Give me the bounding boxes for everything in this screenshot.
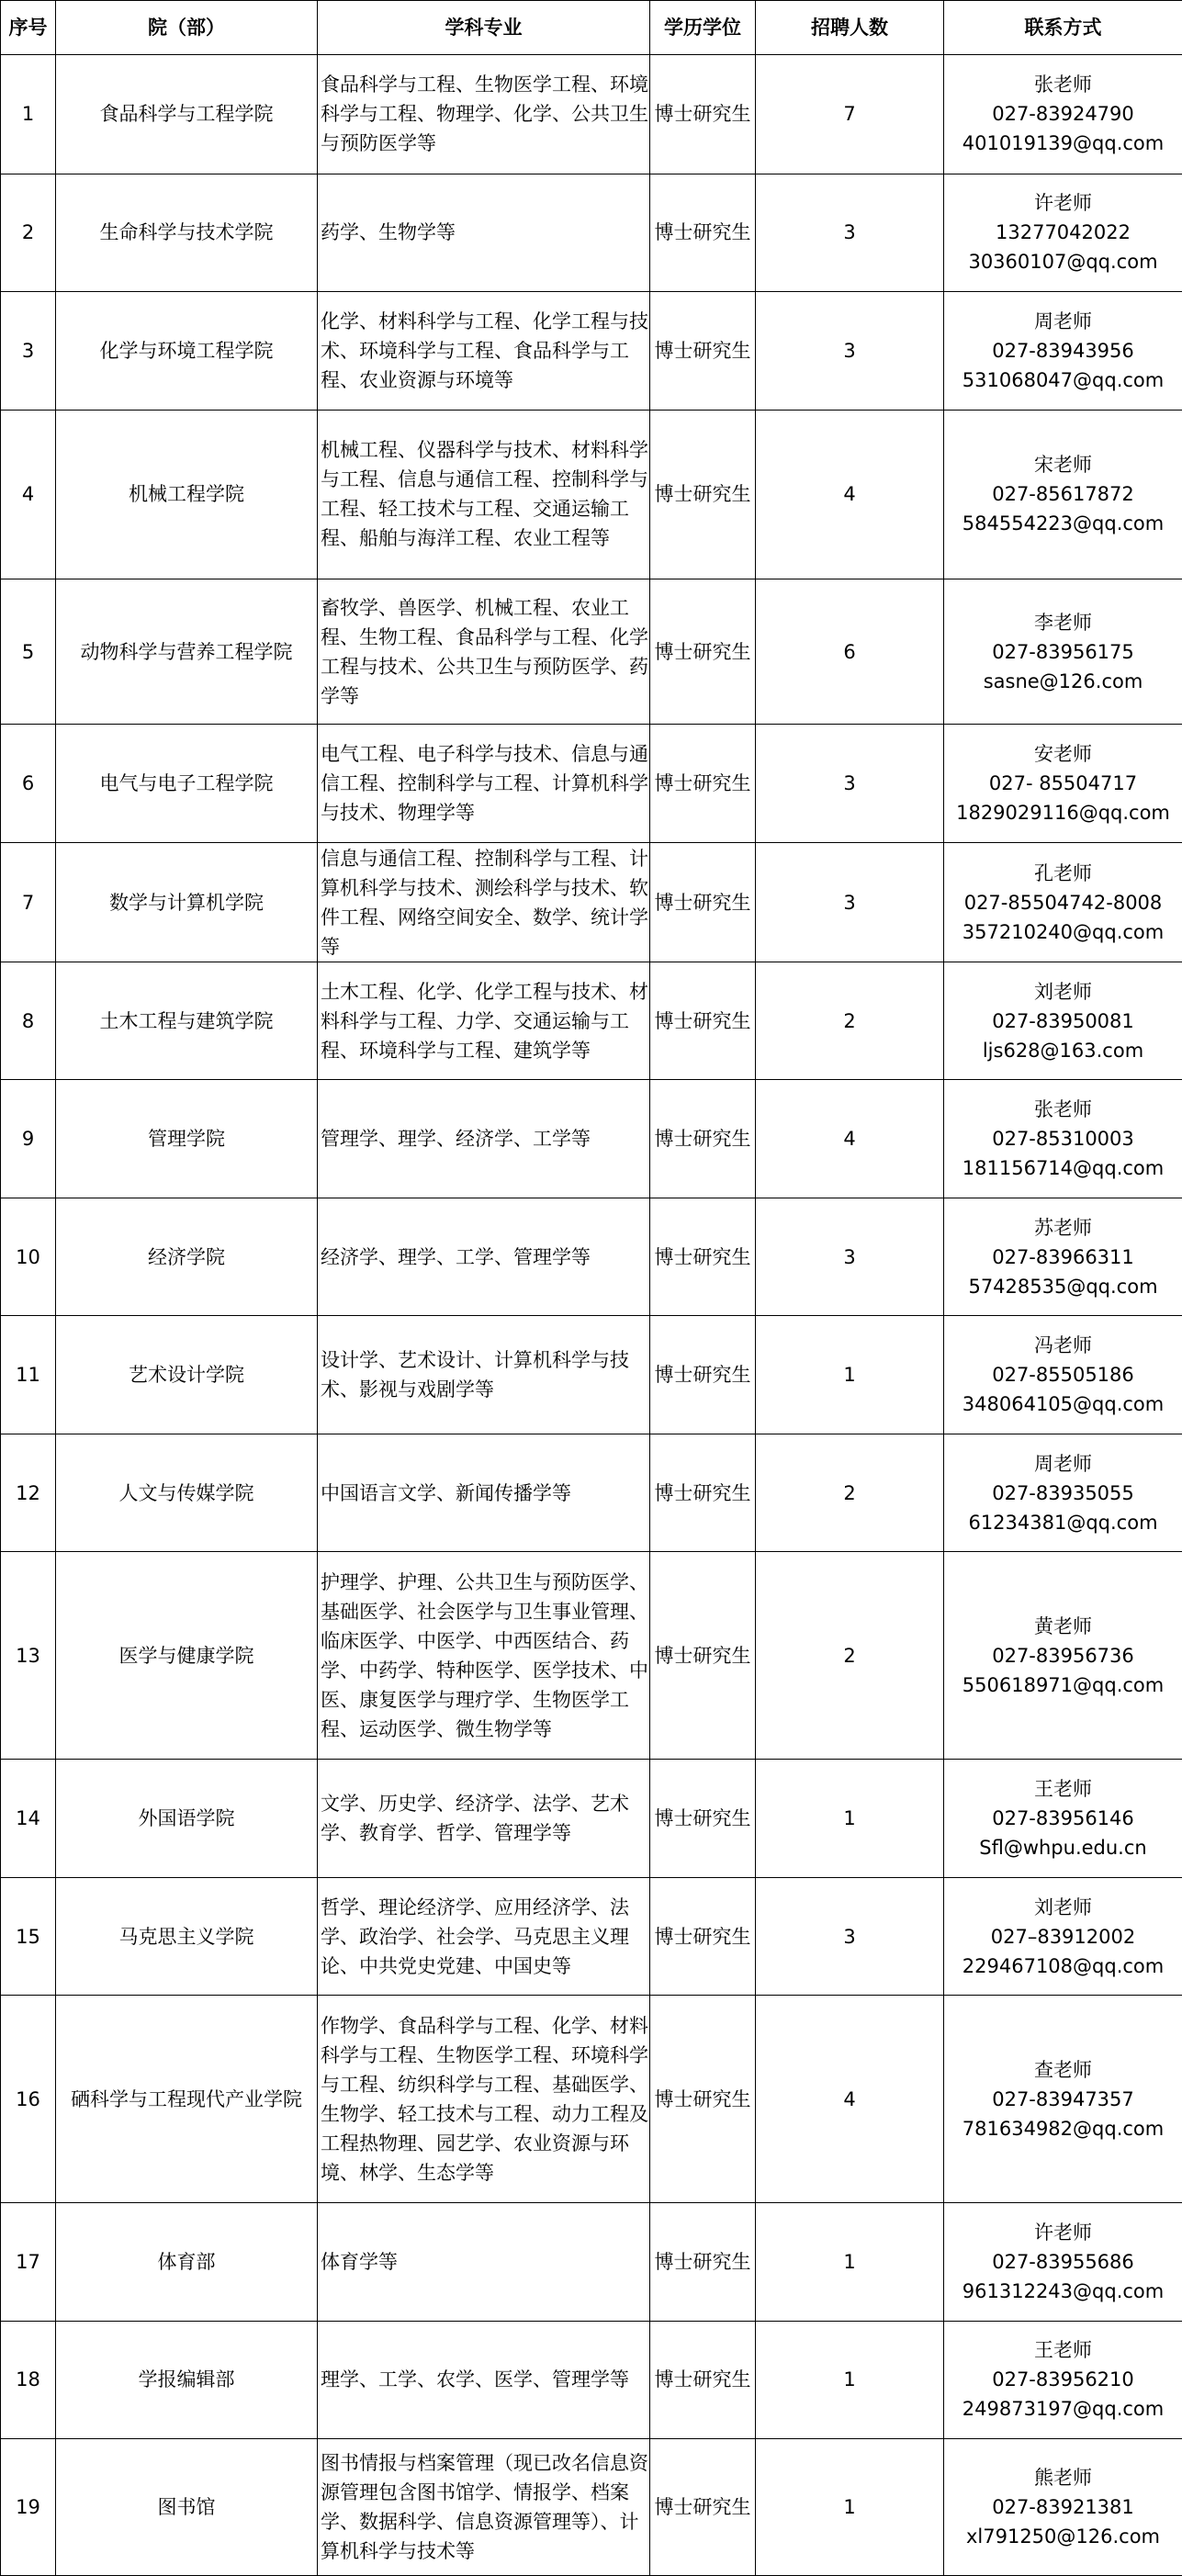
row-major: 哲学、理论经济学、应用经济学、法学、政治学、社会学、马克思主义理论、中共党史党建、中国史等: [318, 1877, 650, 1996]
contact-email: 229467108@qq.com: [962, 1954, 1165, 1977]
row-dept: 体育部: [56, 2203, 318, 2322]
table-row: [1, 1198, 1182, 1316]
row-degree: 博士研究生: [650, 1316, 756, 1434]
contact-phone: 027-83956146: [992, 1807, 1134, 1830]
table-row: [1, 2203, 1182, 2322]
row-count: 3: [756, 1877, 944, 1996]
row-dept: 电气与电子工程学院: [56, 724, 318, 843]
row-degree: 博士研究生: [650, 174, 756, 292]
row-dept: 马克思主义学院: [56, 1877, 318, 1996]
row-count: 2: [756, 1434, 944, 1552]
row-degree: 博士研究生: [650, 1198, 756, 1316]
contact-email: 1829029116@qq.com: [956, 802, 1170, 825]
row-count: 3: [756, 292, 944, 411]
row-major: 设计学、艺术设计、计算机科学与技术、影视与戏剧学等: [318, 1316, 650, 1434]
row-major: 管理学、理学、经济学、工学等: [318, 1080, 650, 1198]
contact-name: 王老师: [1034, 2339, 1092, 2362]
row-contact: [944, 410, 1182, 579]
row-dept: 经济学院: [56, 1198, 318, 1316]
row-index: 17: [1, 2203, 56, 2322]
table-row: [1, 1996, 1182, 2203]
row-contact: [944, 724, 1182, 843]
header-row: [1, 1, 1182, 55]
row-major: 作物学、食品科学与工程、化学、材料科学与工程、生物医学工程、环境科学与工程、纺织科学与工程、基础医学、生物学、轻工技术与工程、动力工程及工程热物理、园艺学、农业资源与环境、林学、生态学等: [318, 1996, 650, 2203]
contact-email: 348064105@qq.com: [962, 1393, 1165, 1416]
table-body: [1, 55, 1182, 2576]
table-row: [1, 2439, 1182, 2576]
row-index: 2: [1, 174, 56, 292]
contact-email: 401019139@qq.com: [962, 132, 1165, 155]
row-index: 12: [1, 1434, 56, 1552]
contact-phone: 027–83912002: [990, 1925, 1136, 1948]
row-index: 4: [1, 410, 56, 579]
row-index: 13: [1, 1552, 56, 1760]
row-degree: 博士研究生: [650, 55, 756, 174]
row-major: 药学、生物学等: [318, 174, 650, 292]
contact-email: ljs628@163.com: [982, 1039, 1144, 1062]
row-major: 文学、历史学、经济学、法学、艺术学、教育学、哲学、管理学等: [318, 1760, 650, 1878]
row-count: 1: [756, 1316, 944, 1434]
table-row: [1, 724, 1182, 843]
row-contact: [944, 1996, 1182, 2203]
row-degree: 博士研究生: [650, 2439, 756, 2576]
contact-phone: 027-85310003: [992, 1128, 1134, 1151]
row-count: 2: [756, 1552, 944, 1760]
row-major: 图书情报与档案管理（现已改名信息资源管理包含图书馆学、情报学、档案学、数据科学、信息资源管理等）、计算机科学与技术等: [318, 2439, 650, 2576]
row-index: 18: [1, 2321, 56, 2439]
contact-email: 531068047@qq.com: [962, 368, 1165, 391]
row-dept: 生命科学与技术学院: [56, 174, 318, 292]
contact-phone: 027-83935055: [992, 1481, 1134, 1504]
row-major: 体育学等: [318, 2203, 650, 2322]
table-row: [1, 1316, 1182, 1434]
header-index: 序号: [1, 1, 56, 55]
row-index: 15: [1, 1877, 56, 1996]
row-dept: 医学与健康学院: [56, 1552, 318, 1760]
row-count: 4: [756, 1996, 944, 2203]
header-major: 学科专业: [318, 1, 650, 55]
table-row: [1, 2321, 1182, 2439]
row-dept: 外国语学院: [56, 1760, 318, 1878]
row-count: 4: [756, 1080, 944, 1198]
row-degree: 博士研究生: [650, 2203, 756, 2322]
contact-phone: 027-83955686: [992, 2250, 1134, 2273]
row-count: 2: [756, 962, 944, 1080]
contact-email: 781634982@qq.com: [962, 2117, 1165, 2140]
header-degree: 学历学位: [650, 1, 756, 55]
row-contact: [944, 2321, 1182, 2439]
contact-phone: 027-83924790: [992, 103, 1134, 126]
contact-name: 刘老师: [1034, 980, 1092, 1003]
row-major: 理学、工学、农学、医学、管理学等: [318, 2321, 650, 2439]
contact-phone: 027-85505186: [992, 1364, 1134, 1387]
row-contact: [944, 1316, 1182, 1434]
table-row: [1, 410, 1182, 579]
row-index: 3: [1, 292, 56, 411]
row-contact: [944, 55, 1182, 174]
row-degree: 博士研究生: [650, 1434, 756, 1552]
contact-email: xl791250@126.com: [965, 2525, 1161, 2548]
row-dept: 人文与传媒学院: [56, 1434, 318, 1552]
row-major: 经济学、理学、工学、管理学等: [318, 1198, 650, 1316]
contact-name: 孔老师: [1034, 861, 1092, 884]
contact-phone: 027-83956210: [992, 2368, 1134, 2391]
contact-name: 查老师: [1034, 2058, 1092, 2081]
row-dept: 图书馆: [56, 2439, 318, 2576]
row-degree: 博士研究生: [650, 2321, 756, 2439]
contact-email: 961312243@qq.com: [962, 2279, 1165, 2302]
table-row: [1, 1552, 1182, 1760]
contact-name: 周老师: [1034, 1452, 1092, 1475]
table-row: [1, 292, 1182, 411]
row-index: 19: [1, 2439, 56, 2576]
row-contact: [944, 2439, 1182, 2576]
row-dept: 艺术设计学院: [56, 1316, 318, 1434]
contact-email: Sfl@whpu.edu.cn: [979, 1837, 1147, 1860]
contact-name: 李老师: [1034, 611, 1092, 634]
row-contact: [944, 1198, 1182, 1316]
contact-phone: 027-83956736: [992, 1644, 1134, 1667]
row-degree: 博士研究生: [650, 843, 756, 962]
row-degree: 博士研究生: [650, 724, 756, 843]
row-contact: [944, 1877, 1182, 1996]
contact-email: 181156714@qq.com: [962, 1157, 1165, 1180]
contact-phone: 027-83947357: [992, 2087, 1134, 2110]
table-row: [1, 1760, 1182, 1878]
row-degree: 博士研究生: [650, 1996, 756, 2203]
contact-email: 57428535@qq.com: [968, 1275, 1158, 1298]
row-count: 3: [756, 843, 944, 962]
table-row: [1, 1080, 1182, 1198]
row-degree: 博士研究生: [650, 292, 756, 411]
contact-phone: 027-83966311: [992, 1245, 1134, 1268]
table-row: [1, 579, 1182, 725]
contact-email: 357210240@qq.com: [962, 920, 1165, 943]
row-count: 3: [756, 1198, 944, 1316]
contact-email: 550618971@qq.com: [962, 1673, 1165, 1696]
row-dept: 食品科学与工程学院: [56, 55, 318, 174]
row-index: 1: [1, 55, 56, 174]
row-major: 护理学、护理、公共卫生与预防医学、基础医学、社会医学与卫生事业管理、临床医学、中医学、中西医结合、药学、中药学、特种医学、医学技术、中医、康复医学与理疗学、生物医学工程、运动医学、微生物学等: [318, 1552, 650, 1760]
row-index: 7: [1, 843, 56, 962]
row-contact: [944, 1760, 1182, 1878]
contact-name: 黄老师: [1034, 1614, 1092, 1637]
header-dept: 院（部）: [56, 1, 318, 55]
row-index: 16: [1, 1996, 56, 2203]
table-row: [1, 55, 1182, 174]
contact-phone: 027- 85504717: [988, 772, 1138, 795]
row-dept: 学报编辑部: [56, 2321, 318, 2439]
row-major: 中国语言文学、新闻传播学等: [318, 1434, 650, 1552]
row-major: 畜牧学、兽医学、机械工程、农业工程、生物工程、食品科学与工程、化学工程与技术、公共卫生与预防医学、药学等: [318, 579, 650, 725]
row-contact: [944, 843, 1182, 962]
row-count: 1: [756, 1760, 944, 1878]
row-count: 7: [756, 55, 944, 174]
row-degree: 博士研究生: [650, 410, 756, 579]
row-major: 化学、材料科学与工程、化学工程与技术、环境科学与工程、食品科学与工程、农业资源与环境等: [318, 292, 650, 411]
contact-name: 王老师: [1034, 1778, 1092, 1801]
contact-name: 冯老师: [1034, 1334, 1092, 1357]
row-dept: 土木工程与建筑学院: [56, 962, 318, 1080]
row-index: 5: [1, 579, 56, 725]
row-index: 8: [1, 962, 56, 1080]
row-dept: 机械工程学院: [56, 410, 318, 579]
contact-email: 584554223@qq.com: [962, 512, 1165, 535]
row-index: 6: [1, 724, 56, 843]
table-row: [1, 1877, 1182, 1996]
contact-phone: 027-85504742-8008: [963, 891, 1163, 914]
header-contact: 联系方式: [944, 1, 1182, 55]
row-count: 3: [756, 174, 944, 292]
row-index: 11: [1, 1316, 56, 1434]
row-major: 信息与通信工程、控制科学与工程、计算机科学与技术、测绘科学与技术、软件工程、网络空间安全、数学、统计学等: [318, 843, 650, 962]
row-degree: 博士研究生: [650, 1760, 756, 1878]
row-contact: [944, 1552, 1182, 1760]
contact-name: 许老师: [1034, 192, 1092, 215]
contact-name: 刘老师: [1034, 1895, 1092, 1918]
row-count: 3: [756, 724, 944, 843]
contact-name: 苏老师: [1034, 1216, 1092, 1239]
row-contact: [944, 1080, 1182, 1198]
row-dept: 化学与环境工程学院: [56, 292, 318, 411]
row-degree: 博士研究生: [650, 579, 756, 725]
row-major: 电气工程、电子科学与技术、信息与通信工程、控制科学与工程、计算机科学与技术、物理学等: [318, 724, 650, 843]
row-dept: 数学与计算机学院: [56, 843, 318, 962]
row-count: 1: [756, 2203, 944, 2322]
row-index: 10: [1, 1198, 56, 1316]
contact-phone: 027-83950081: [992, 1009, 1134, 1032]
row-count: 6: [756, 579, 944, 725]
table-row: [1, 174, 1182, 292]
row-count: 1: [756, 2321, 944, 2439]
row-contact: [944, 1434, 1182, 1552]
contact-email: sasne@126.com: [983, 669, 1143, 692]
contact-name: 许老师: [1034, 2221, 1092, 2244]
contact-phone: 027-83956175: [992, 640, 1134, 663]
contact-name: 宋老师: [1034, 454, 1092, 477]
row-major: 机械工程、仪器科学与技术、材料科学与工程、信息与通信工程、控制科学与工程、轻工技术与工程、交通运输工程、船舶与海洋工程、农业工程等: [318, 410, 650, 579]
row-major: 食品科学与工程、生物医学工程、环境科学与工程、物理学、化学、公共卫生与预防医学等: [318, 55, 650, 174]
row-degree: 博士研究生: [650, 1552, 756, 1760]
row-dept: 动物科学与营养工程学院: [56, 579, 318, 725]
row-contact: [944, 174, 1182, 292]
row-dept: 管理学院: [56, 1080, 318, 1198]
row-degree: 博士研究生: [650, 1877, 756, 1996]
contact-phone: 027-85617872: [992, 483, 1134, 506]
row-count: 1: [756, 2439, 944, 2576]
contact-email: 30360107@qq.com: [968, 251, 1158, 274]
table-row: [1, 1434, 1182, 1552]
row-index: 14: [1, 1760, 56, 1878]
row-contact: [944, 2203, 1182, 2322]
header-count: 招聘人数: [756, 1, 944, 55]
contact-name: 安老师: [1034, 743, 1092, 766]
row-index: 9: [1, 1080, 56, 1198]
row-contact: [944, 579, 1182, 725]
row-dept: 硒科学与工程现代产业学院: [56, 1996, 318, 2203]
row-degree: 博士研究生: [650, 1080, 756, 1198]
contact-name: 张老师: [1034, 73, 1092, 96]
row-contact: [944, 962, 1182, 1080]
row-major: 土木工程、化学、化学工程与技术、材料科学与工程、力学、交通运输与工程、环境科学与工程、建筑学等: [318, 962, 650, 1080]
contact-email: 61234381@qq.com: [968, 1511, 1158, 1534]
contact-name: 熊老师: [1034, 2467, 1092, 2490]
contact-phone: 027-83943956: [992, 339, 1134, 362]
contact-phone: 027-83921381: [992, 2496, 1134, 2519]
table-row: [1, 843, 1182, 962]
table-row: [1, 962, 1182, 1080]
row-contact: [944, 292, 1182, 411]
row-degree: 博士研究生: [650, 962, 756, 1080]
contact-name: 张老师: [1034, 1098, 1092, 1121]
row-count: 4: [756, 410, 944, 579]
contact-phone: 13277042022: [996, 221, 1131, 244]
contact-email: 249873197@qq.com: [962, 2398, 1165, 2421]
contact-name: 周老师: [1034, 309, 1092, 332]
